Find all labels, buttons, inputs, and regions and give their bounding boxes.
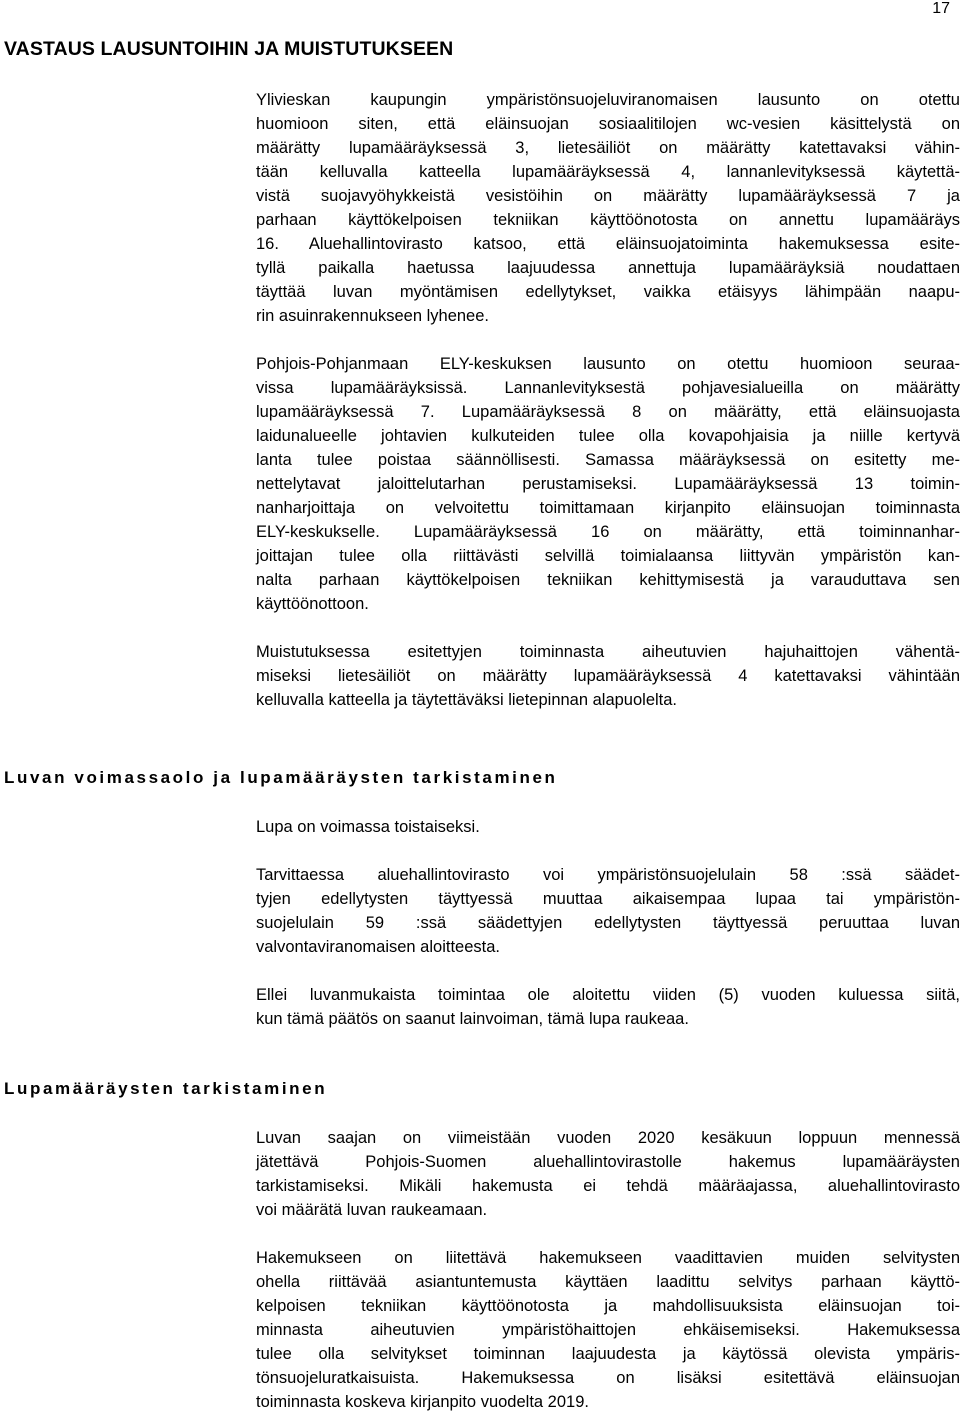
text-line: nettelytavat jaloittelutarhan perustamiseksi. Lupamääräyksessä 13 toimin- — [256, 475, 960, 493]
text-line: tään kelluvalla katteella lupamääräyksessä 4, lannanlevityksessä käytettä- — [256, 163, 960, 181]
paragraph — [256, 983, 960, 1031]
paragraph — [256, 352, 960, 616]
text-line: suojelulain 59 :ssä säädettyjen edellytysten täyttyessä peruuttaa luvan — [256, 914, 960, 932]
text-line: tulee olla selvitykset toiminnan laajuudesta ja käytössä olevista ympäris- — [256, 1345, 960, 1363]
text-line: kelpoisen tekniikan käyttöönotosta ja mahdollisuuksista eläinsuojan toi- — [256, 1297, 960, 1315]
text-line: lanta tulee poistaa säännöllisesti. Samassa määräyksessä on esitetty me- — [256, 451, 960, 469]
text-line: nanharjoittaja on velvoitettu toimittamaan kirjanpito eläinsuojan toiminnasta — [256, 499, 960, 517]
paragraph — [256, 815, 960, 839]
text-line: tyllä paikalla haetussa laajuudessa annettuja lupamääräyksiä noudattaen — [256, 259, 960, 277]
text-line: joittajan tulee olla riittävästi selvillä toimialaansa liittyvän ympäristön kan- — [256, 547, 960, 565]
review-section — [256, 1126, 960, 1414]
text-line: vistä suojavyöhykkeistä vesistöihin on määrätty lupamääräyksessä 7 ja — [256, 187, 960, 205]
text-line: Muistutuksessa esitettyjen toiminnasta aiheutuvien hajuhaittojen vähentä- — [256, 643, 960, 661]
text-line: parhaan käyttökelpoisen tekniikan käyttöönotosta on annettu lupamääräys — [256, 211, 960, 229]
paragraph — [256, 640, 960, 712]
text-line: kun tämä päätös on saanut lainvoiman, tämä lupa raukeaa. — [256, 1010, 689, 1028]
text-line: Ellei luvanmukaista toimintaa ole aloitettu viiden (5) vuoden kuluessa siitä, — [256, 986, 960, 1004]
paragraph — [256, 88, 960, 328]
text-line: Ylivieskan kaupungin ympäristönsuojeluviranomaisen lausunto on otettu — [256, 91, 960, 109]
text-line: minnasta aiheutuvien ympäristöhaittojen ehkäisemiseksi. Hakemuksessa — [256, 1321, 960, 1339]
review-section-heading: Lupamääräysten tarkistaminen — [4, 1079, 328, 1098]
text-line: huomioon siten, että eläinsuojan sosiaalitilojen wc-vesien käsittelystä on — [256, 115, 960, 133]
text-line: kelluvalla katteella ja täytettäväksi lietepinnan alapuolelta. — [256, 691, 678, 709]
text-line: jätettävä Pohjois-Suomen aluehallintovirastolle hakemus lupamääräysten — [256, 1153, 960, 1171]
text-line: valvontaviranomaisen aloitteesta. — [256, 938, 500, 956]
text-line: tönsuojeluratkaisuista. Hakemuksessa on lisäksi esitettävä eläinsuojan — [256, 1369, 960, 1387]
text-line: ELY-keskukselle. Lupamääräyksessä 16 on määrätty, että toiminnanhar- — [256, 523, 960, 541]
text-line: käyttöönottoon. — [256, 595, 369, 613]
paragraph — [256, 863, 960, 959]
text-line: Pohjois-Pohjanmaan ELY-keskuksen lausunto on otettu huomioon seuraa- — [256, 355, 960, 373]
text-line: tarkistamiseksi. Mikäli hakemusta ei tehdä määräajassa, aluehallintovirasto — [256, 1177, 960, 1195]
text-line: toiminnasta koskeva kirjanpito vuodelta 2019. — [256, 1393, 589, 1411]
text-line: 16. Aluehallintovirasto katsoo, että eläinsuojatoiminta hakemuksessa esite- — [256, 235, 960, 253]
text-line: Lupa on voimassa toistaiseksi. — [256, 818, 480, 836]
text-line: ohella riittävää asiantuntemusta käyttäen laadittu selvitys parhaan käyttö- — [256, 1273, 960, 1291]
validity-section-heading: Luvan voimassaolo ja lupamääräysten tarkistaminen — [4, 768, 558, 787]
text-line: täyttää luvan myöntämisen edellytykset, vaikka etäisyys lähimpään naapu- — [256, 283, 960, 301]
text-line: nalta parhaan käyttökelpoisen tekniikan kehittymisestä ja varauduttava sen — [256, 571, 960, 589]
text-line: rin asuinrakennukseen lyhenee. — [256, 307, 489, 325]
page-number: 17 — [932, 0, 950, 17]
text-line: voi määrätä luvan raukeamaan. — [256, 1201, 488, 1219]
validity-section — [256, 815, 960, 1031]
text-line: vissa lupamääräyksissä. Lannanlevityksestä pohjavesialueilla on määrätty — [256, 379, 960, 397]
main-heading: VASTAUS LAUSUNTOIHIN JA MUISTUTUKSEEN — [4, 38, 454, 60]
text-line: laidunalueelle johtavien kulkuteiden tulee olla kovapohjaisia ja niille kertyvä — [256, 427, 960, 445]
text-line: tyjen edellytysten täyttyessä muuttaa aikaisempaa lupaa tai ympäristön- — [256, 890, 960, 908]
text-line: Tarvittaessa aluehallintovirasto voi ympäristönsuojelulain 58 :ssä säädet- — [256, 866, 960, 884]
paragraph — [256, 1246, 960, 1414]
paragraph — [256, 1126, 960, 1222]
text-line: lupamääräyksessä 7. Lupamääräyksessä 8 on määrätty, että eläinsuojasta — [256, 403, 960, 421]
text-line: Luvan saajan on viimeistään vuoden 2020 kesäkuun loppuun mennessä — [256, 1129, 960, 1147]
text-line: miseksi lietesäiliöt on määrätty lupamääräyksessä 4 katettavaksi vähintään — [256, 667, 960, 685]
response-section — [256, 88, 960, 712]
text-line: määrätty lupamääräyksessä 3, lietesäiliöt on määrätty katettavaksi vähin- — [256, 139, 960, 157]
text-line: Hakemukseen on liitettävä hakemukseen vaadittavien muiden selvitysten — [256, 1249, 960, 1267]
